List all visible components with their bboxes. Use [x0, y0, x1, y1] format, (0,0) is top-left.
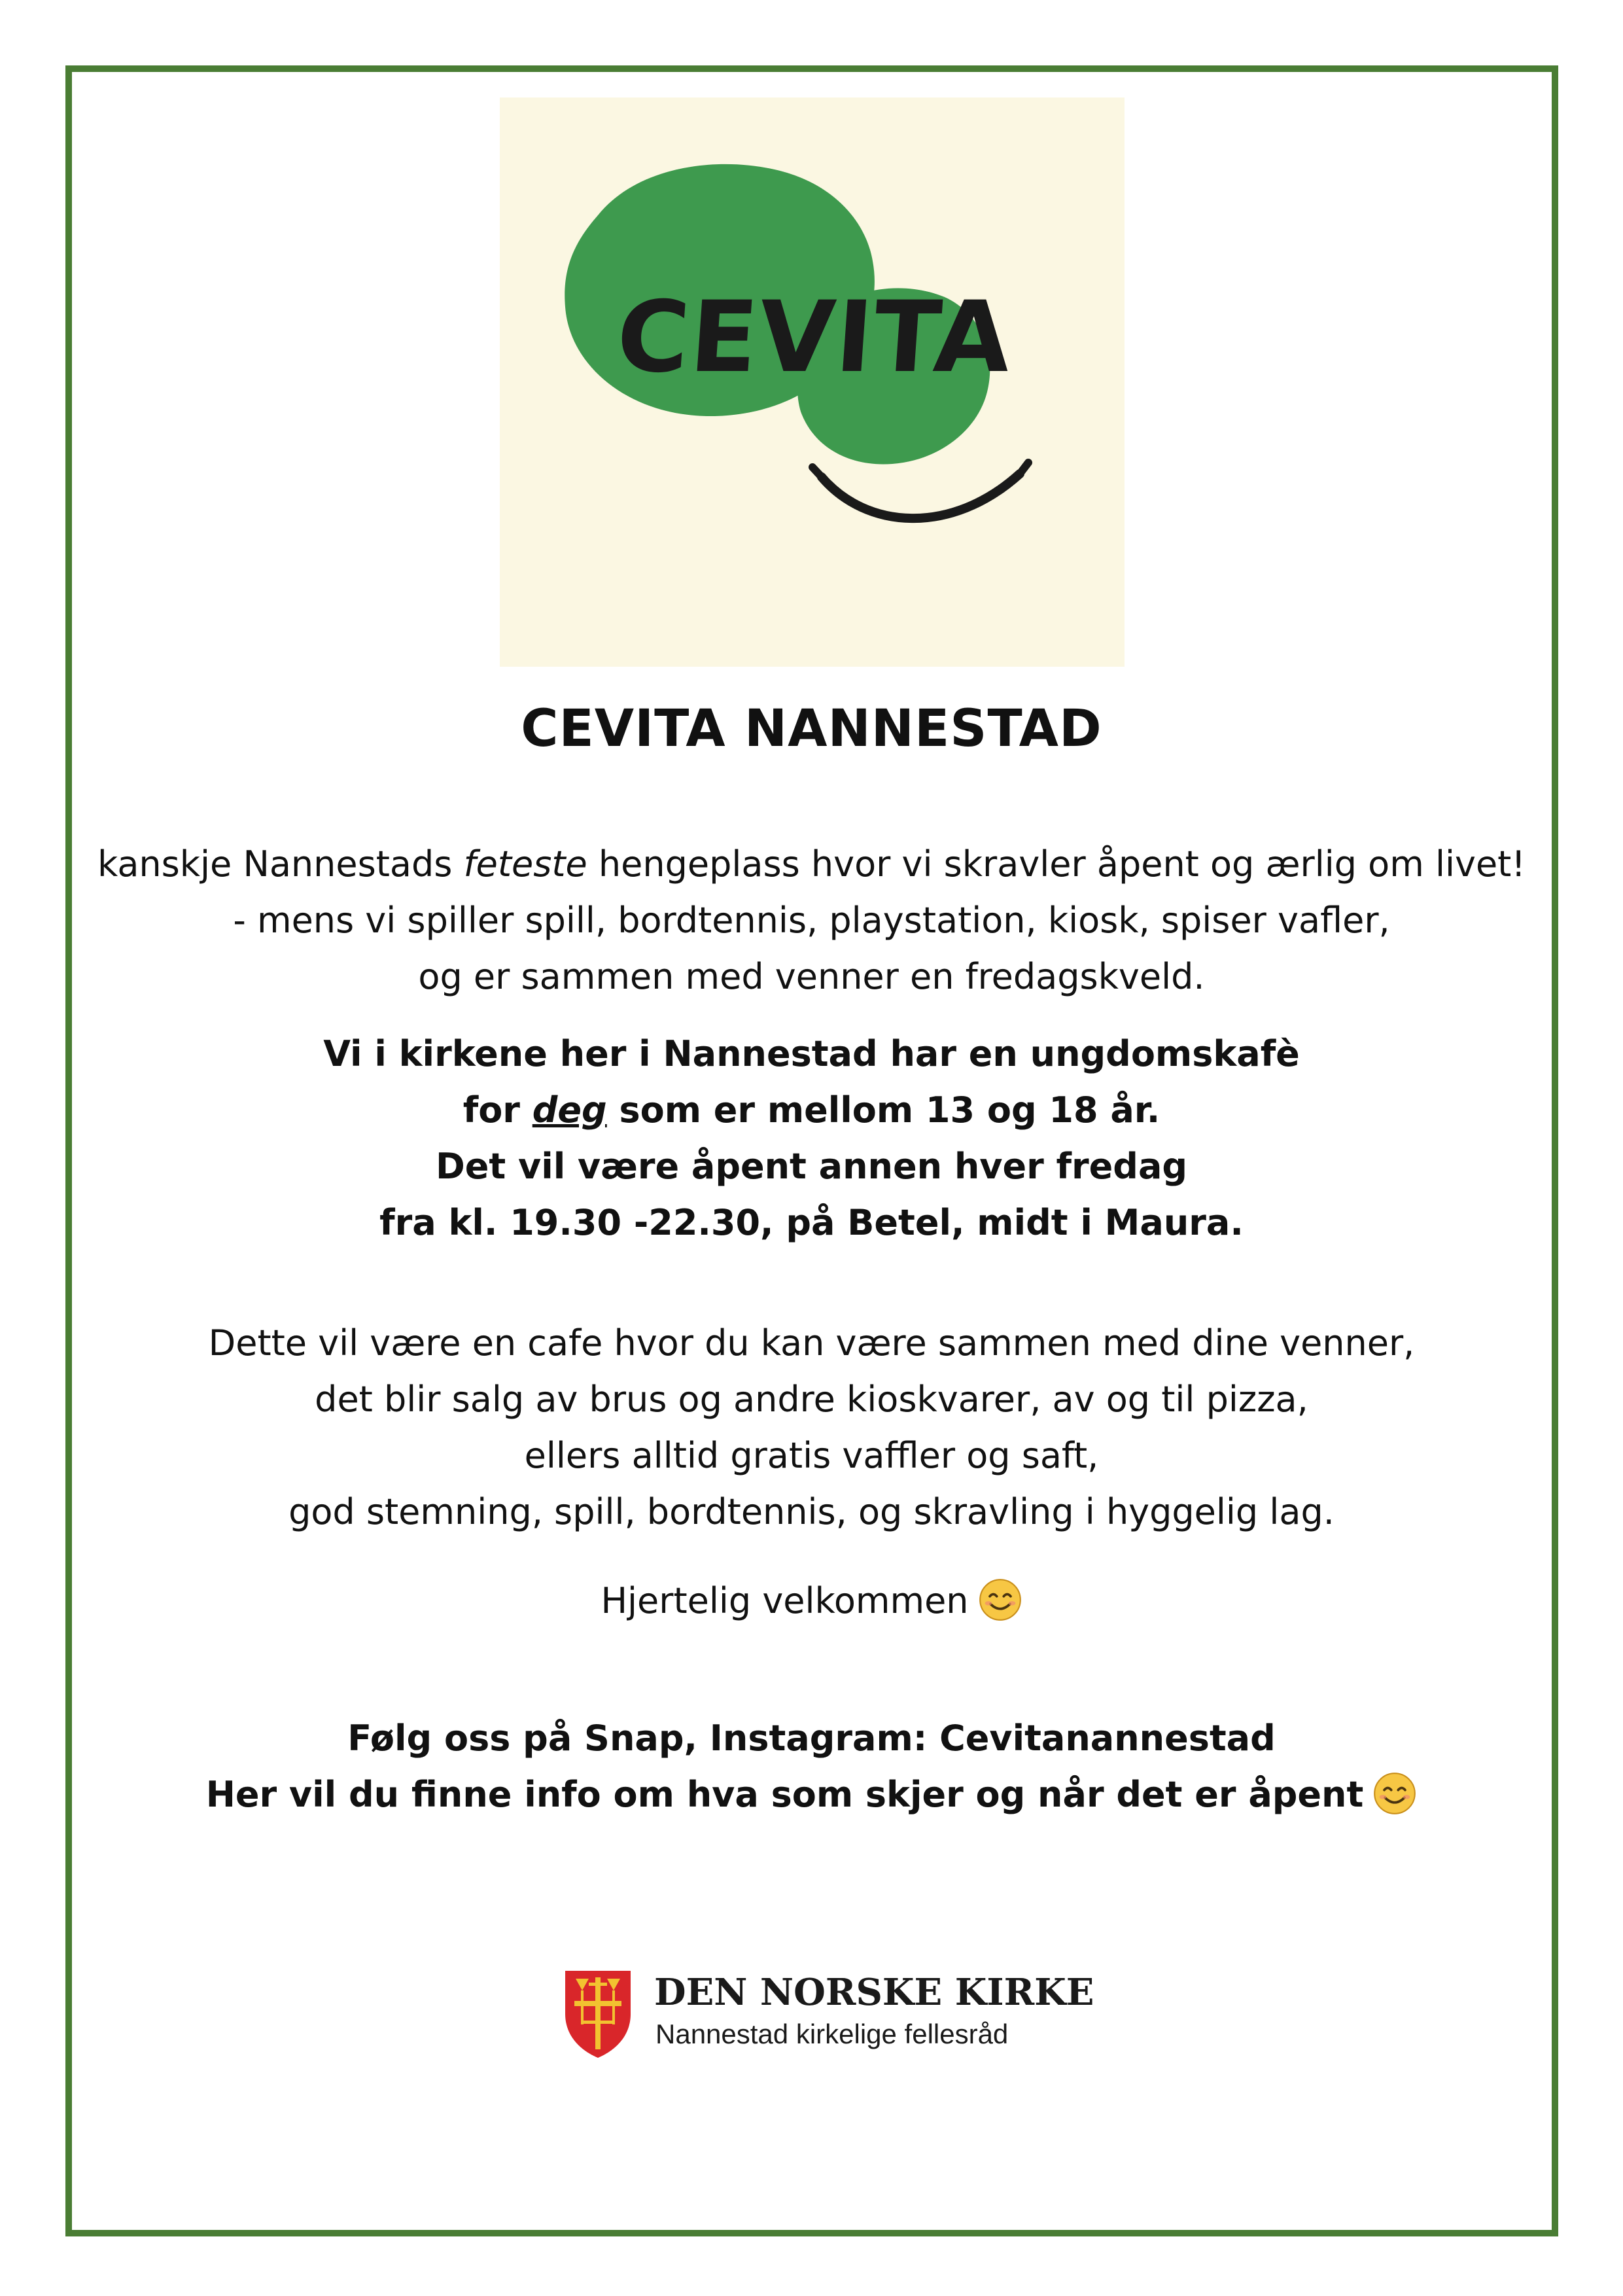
info-line-3: Det vil være åpent annen hver fredag — [435, 1146, 1188, 1187]
intro-paragraph — [0, 836, 1623, 1005]
follow-line-2: Her vil du finne info om hva som skjer og når det er åpent — [0, 1767, 1623, 1823]
smiling-face-icon — [978, 1578, 1022, 1622]
org-name: DEN NORSKE KIRKE — [654, 1971, 1094, 2014]
church-footer-logo — [563, 1968, 1094, 2060]
logo-wordmark: CEVITA — [613, 281, 1016, 395]
follow-paragraph — [0, 1710, 1623, 1823]
intro-emphasis: feteste — [463, 843, 587, 885]
description-line-1: Dette vil være en cafe hvor du kan være sammen med dine venner, — [208, 1322, 1415, 1364]
church-cross-shield-icon — [563, 1968, 633, 2060]
description-paragraph — [0, 1315, 1623, 1540]
description-line-3: ellers alltid gratis vaffler og saft, — [524, 1435, 1099, 1476]
info-line-4: fra kl. 19.30 -22.30, på Betel, midt i Maura. — [379, 1202, 1244, 1243]
info-emphasis: deg — [532, 1089, 607, 1131]
cevita-logo — [500, 97, 1125, 667]
description-line-4: god stemning, spill, bordtennis, og skravling i hyggelig lag. — [288, 1491, 1335, 1532]
welcome-line — [0, 1573, 1623, 1629]
info-line-2: for deg som er mellom 13 og 18 år. — [462, 1089, 1161, 1131]
smiling-face-icon — [1372, 1771, 1417, 1816]
intro-line-3: og er sammen med venner en fredagskveld. — [418, 956, 1205, 997]
intro-line-2: - mens vi spiller spill, bordtennis, playstation, kiosk, spiser vafler, — [233, 900, 1390, 941]
description-line-2: det blir salg av brus og andre kioskvarer, av og til pizza, — [315, 1379, 1308, 1420]
welcome-text: Hjertelig velkommen — [601, 1580, 969, 1621]
intro-line-1: kanskje Nannestads feteste hengeplass hvor vi skravler åpent og ærlig om livet! — [97, 843, 1526, 885]
page-title: CEVITA NANNESTAD — [521, 699, 1102, 758]
info-paragraph — [0, 1026, 1623, 1251]
info-line-1: Vi i kirkene her i Nannestad har en ungdomskafè — [323, 1033, 1300, 1074]
follow-line-1: Følg oss på Snap, Instagram: Cevitanannestad — [347, 1718, 1276, 1759]
org-subtitle: Nannestad kirkelige fellesråd — [655, 2019, 1009, 2049]
logo-smile — [822, 474, 1020, 518]
